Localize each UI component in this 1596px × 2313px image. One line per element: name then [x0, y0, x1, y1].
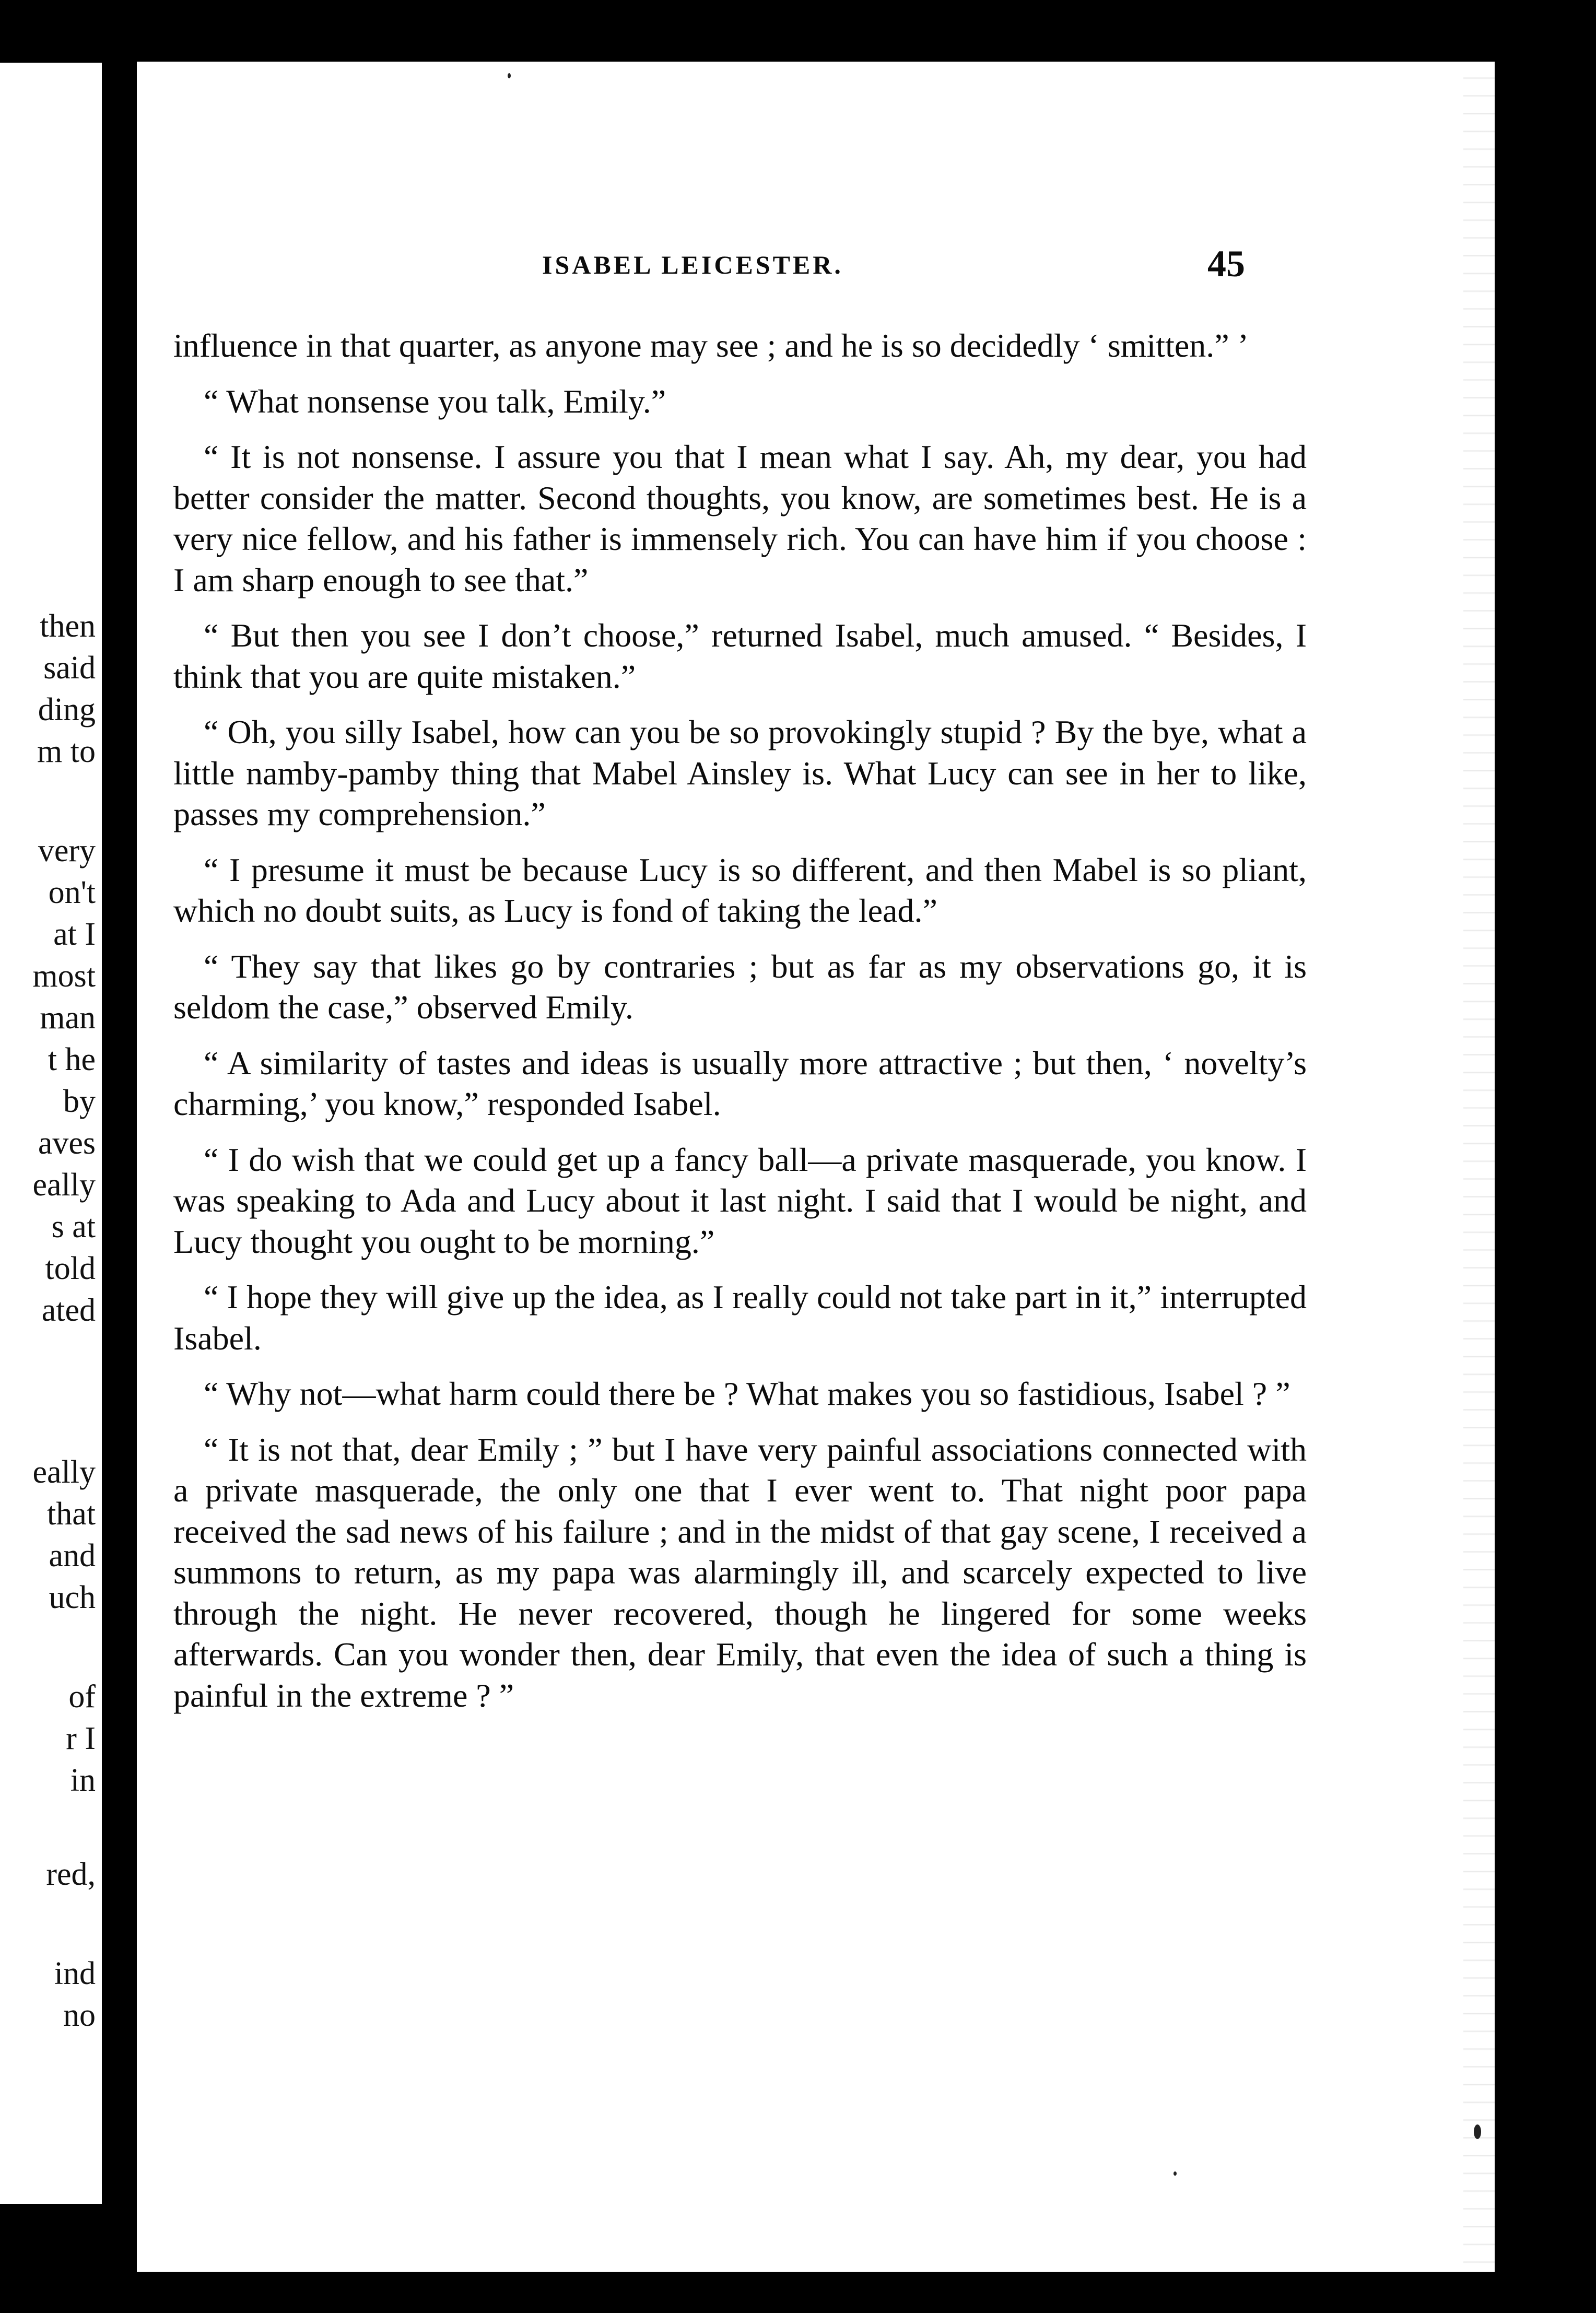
prev-page-fragment: no	[63, 1998, 96, 2033]
paragraph: “ But then you see I don’t choose,” returned Isabel, much amused. “ Besides, I think that you are quite mistaken.”	[173, 617, 1307, 695]
paragraph: influence in that quarter, as anyone may see ; and he is so decidedly ‘ smitten.” ’	[173, 327, 1249, 364]
prev-page-fragment: most	[32, 958, 96, 994]
paragraph: “ I presume it must be because Lucy is so different, and then Mabel is so pliant, which no doubt suits, as Lucy is fond of taking the lead.”	[173, 851, 1307, 929]
prev-page-fragment: by	[63, 1084, 96, 1119]
paragraph: “ Why not—what harm could there be ? What makes you so fastidious, Isabel ? ”	[204, 1375, 1290, 1412]
prev-page-fragment: uch	[49, 1580, 96, 1615]
running-title: ISABEL LEICESTER.	[542, 250, 843, 279]
prev-page-fragment: eally	[32, 1454, 96, 1490]
prev-page-fragment: that	[47, 1496, 96, 1532]
paragraph: “ A similarity of tastes and ideas is usually more attractive ; but then, ‘ novelty’s charming,’ you know,” responded Isabel.	[173, 1044, 1307, 1122]
prev-page-fragment: man	[40, 1000, 96, 1036]
prev-page-fragment: in	[70, 1763, 96, 1798]
prev-page-fragment: and	[49, 1538, 96, 1574]
prev-page-fragment: then	[40, 608, 96, 644]
page-edge-shading	[1463, 62, 1495, 2272]
book-page	[137, 62, 1495, 2272]
paragraph: “ They say that likes go by contraries ; but as far as my observations go, it is seldom the case,” observed Emily.	[173, 947, 1307, 1026]
prev-page-fragment: ding	[38, 692, 96, 727]
paragraph: “ I do wish that we could get up a fancy ball—a private masquerade, you know. I was speaking to Ada and Lucy about it last night. I said that I would be night, and Lucy thought you ought to be morning.”	[173, 1141, 1307, 1260]
prev-page-fragment: r I	[66, 1721, 96, 1756]
prev-page-fragment: at I	[53, 917, 96, 952]
prev-page-fragment: red,	[46, 1857, 96, 1892]
prev-page-fragment: very	[38, 833, 96, 868]
scan-speck	[508, 73, 511, 78]
prev-page-fragment: ind	[54, 1956, 96, 1991]
paragraph: “ I hope they will give up the idea, as I really could not take part in it,” interrupted Isabel.	[173, 1278, 1307, 1357]
prev-page-fragment: eally	[32, 1167, 96, 1203]
scan-speck	[1173, 2171, 1177, 2176]
scan-speck	[1474, 2124, 1481, 2139]
page-number: 45	[1207, 243, 1245, 285]
paragraph: “ It is not nonsense. I assure you that I mean what I say. Ah, my dear, you had better consider the matter. Second thoughts, you know, are sometimes best. He is a very nice fellow, and his father is immensely rich. You can have him if you choose : I am sharp enough to see that.”	[173, 438, 1307, 598]
paragraph: “ It is not that, dear Emily ; ” but I have very painful associations connected with a private masquerade, the only one that I ever went to. That night poor papa received the sad news of his failure ; and in the midst of that gay scene, I received a summons to return, as my papa was alarmingly ill, and scarcely expected to live through the night. He never recovered, though he lingered for some weeks afterwards. Can you wonder then, dear Emily, that even the idea of such a thing is painful in the extreme ? ”	[173, 1430, 1307, 1714]
prev-page-fragment: said	[43, 650, 96, 686]
paragraph: “ What nonsense you talk, Emily.”	[204, 382, 666, 420]
paragraph: “ Oh, you silly Isabel, how can you be so provokingly stupid ? By the bye, what a little namby-pamby thing that Mabel Ainsley is. What Lucy can see in her to like, passes my comprehension.”	[173, 713, 1307, 832]
prev-page-fragment: s at	[51, 1209, 96, 1244]
running-header	[137, 243, 1495, 302]
body-text	[173, 325, 1307, 1731]
prev-page-fragment: ated	[41, 1293, 96, 1328]
prev-page-fragment: of	[68, 1679, 96, 1715]
previous-page-edge	[0, 63, 102, 2204]
prev-page-fragment: m to	[37, 734, 96, 769]
prev-page-fragment: told	[45, 1251, 96, 1286]
prev-page-fragment: aves	[38, 1125, 96, 1161]
prev-page-fragment: t he	[48, 1042, 96, 1077]
scan-speck	[157, 172, 161, 177]
prev-page-fragment: on't	[48, 875, 96, 910]
